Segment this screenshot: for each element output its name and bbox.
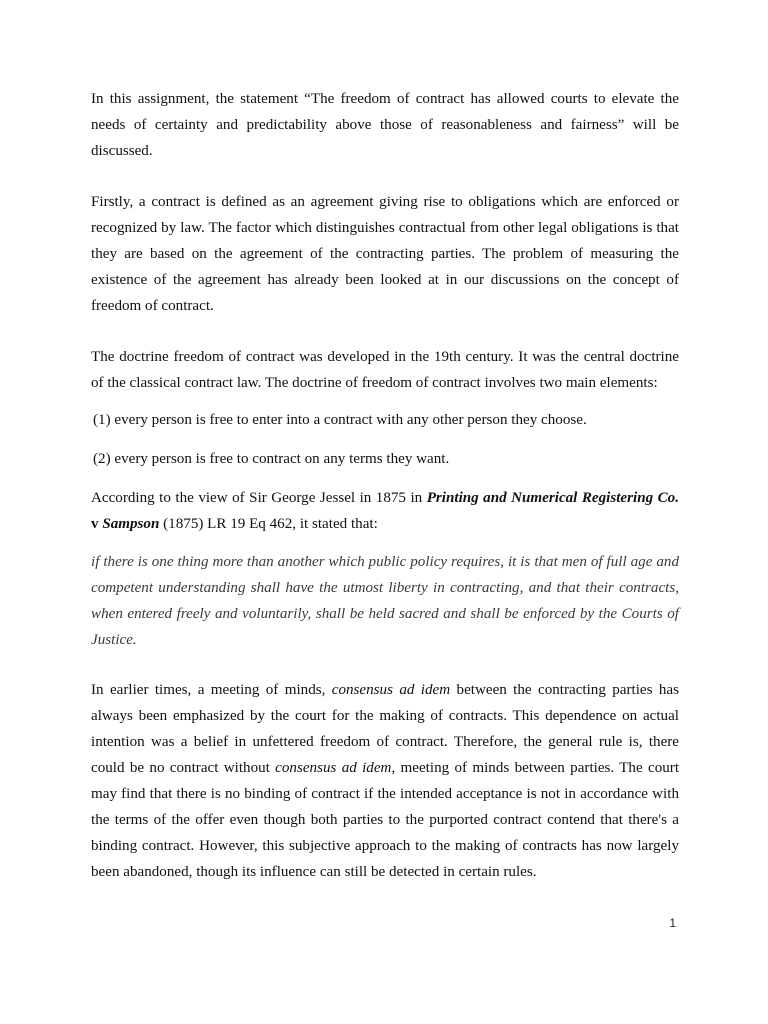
case-party: Sampson (102, 516, 160, 532)
case-name: Printing and Numerical Registering Co. (426, 490, 679, 506)
jessel-paragraph (91, 485, 679, 537)
case-citation: (1875) LR 19 Eq 462, it stated that: (159, 516, 378, 532)
contract-definition-paragraph: Firstly, a contract is defined as an agreement giving rise to obligations which are enforced or recognized by law. The factor which distinguishes contractual from other legal obligations is that they are based on the agreement of the contracting parties. The problem of measuring the existence of the agreement has already been looked at in our discussions on the concept of freedom of contract. (91, 194, 679, 314)
consensus-text-1: In earlier times, a meeting of minds, (91, 682, 332, 698)
consensus-term-2: consensus ad idem (275, 760, 392, 776)
document-body (91, 86, 679, 885)
element-2-item: (2) every person is free to contract on any terms they want. (93, 451, 450, 467)
case-versus: v (91, 516, 103, 532)
consensus-text-2: between the contracting parties has always been emphasized by the court for the making of contracts. This dependence on actual intention was a belief in unfettered freedom of contract. Therefore, the general rule is, there could be no contract without (91, 682, 679, 776)
element-1-item: (1) every person is free to enter into a contract with any other person they choose. (93, 412, 587, 428)
jessel-lead-text: According to the view of Sir George Jessel in 1875 in (91, 490, 427, 506)
page-number: 1 (669, 916, 676, 930)
intro-paragraph: In this assignment, the statement “The freedom of contract has allowed courts to elevate the needs of certainty and predictability above those of reasonableness and fairness” will be discussed. (91, 91, 679, 159)
consensus-paragraph (91, 677, 679, 885)
consensus-term-1: consensus ad idem (331, 682, 451, 698)
doctrine-paragraph: The doctrine freedom of contract was developed in the 19th century. It was the central doctrine of the classical contract law. The doctrine of freedom of contract involves two main elements: (91, 349, 679, 391)
consensus-text-3: , meeting of minds between parties. The court may find that there is no binding of contract if the intended acceptance is not in accordance with the terms of the offer even though both parties to the purported contract contend that there's a binding contract. However, this subjective approach to the making of contracts has now largely been abandoned, though its influence can still be detected in certain rules. (91, 760, 680, 880)
jessel-quote: if there is one thing more than another which public policy requires, it is that men of full age and competent understanding shall have the utmost liberty in contracting, and that their contracts, when entered freely and voluntarily, shall be held sacred and shall be enforced by the Courts of Justice. (91, 554, 679, 648)
